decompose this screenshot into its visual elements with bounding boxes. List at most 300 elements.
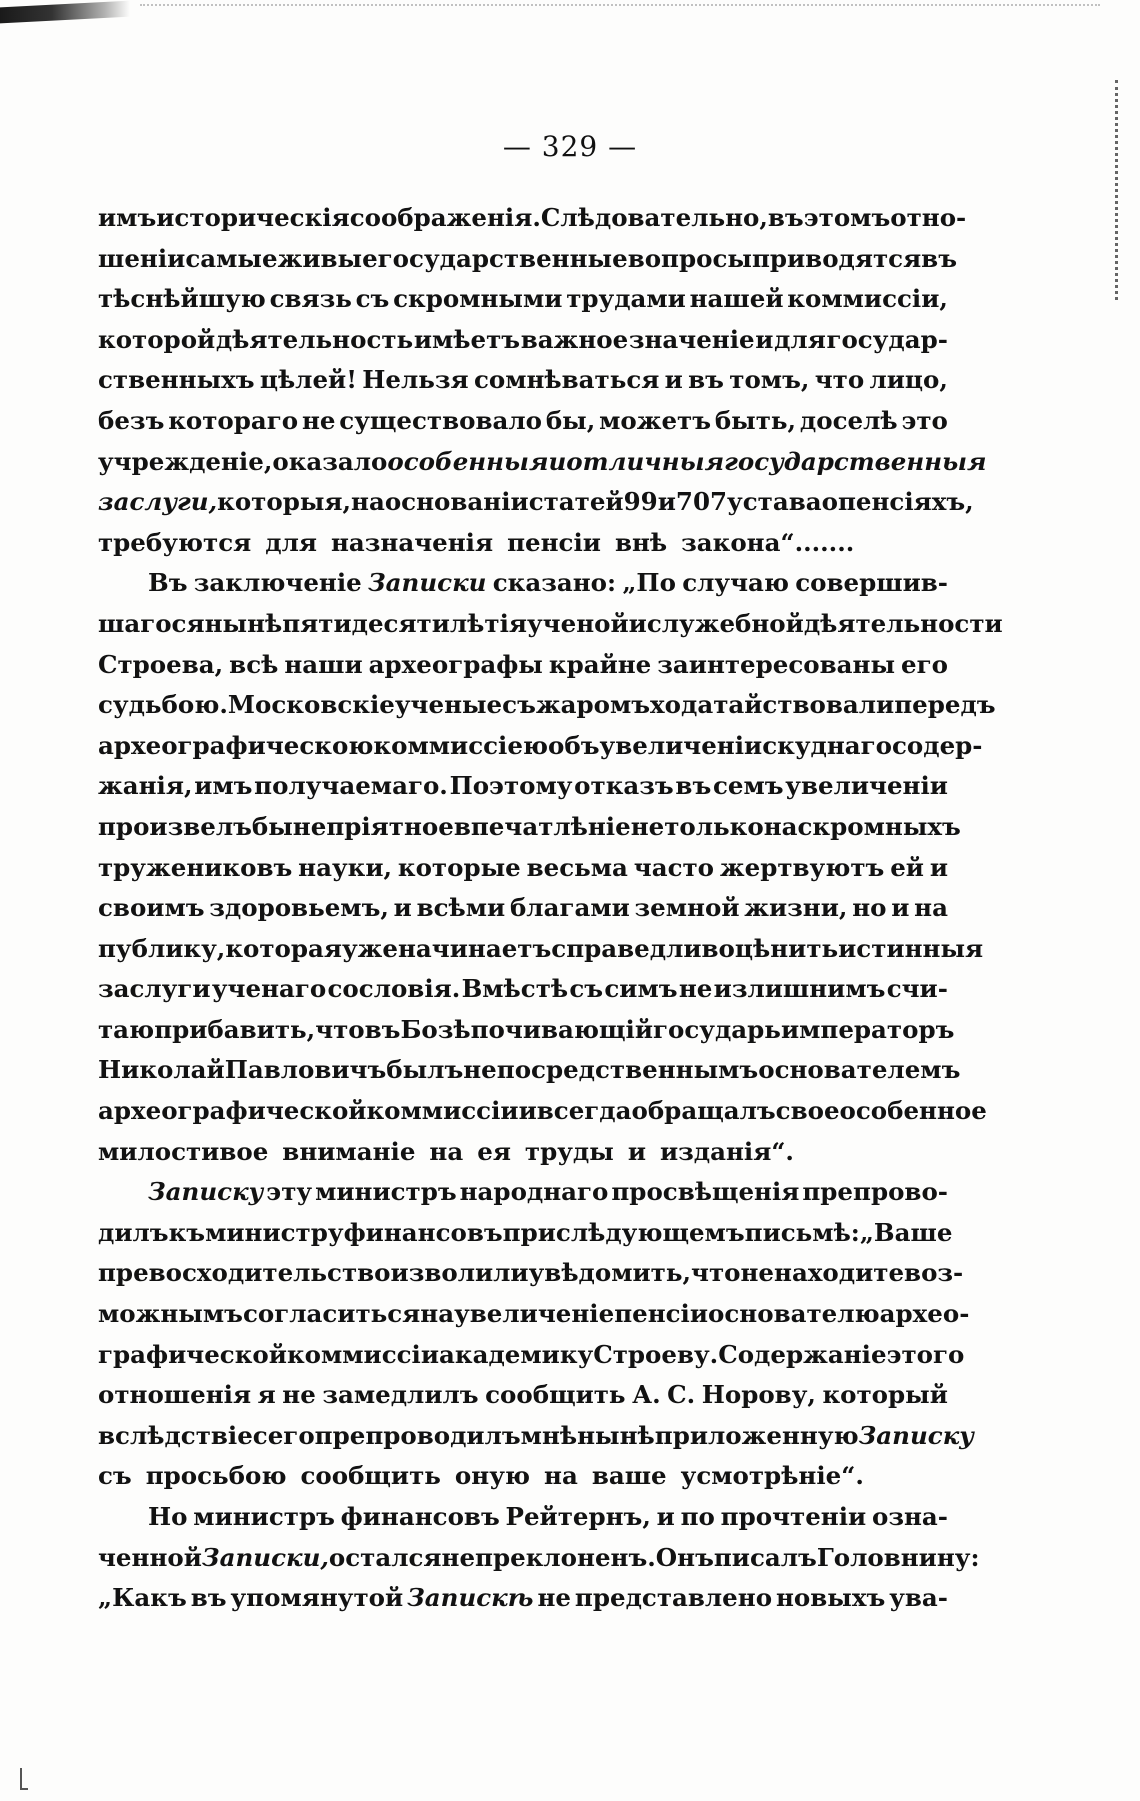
word: ува- — [889, 1583, 948, 1613]
word: имъ — [98, 203, 157, 232]
word: только — [664, 811, 764, 841]
word: соображенія. — [349, 203, 541, 232]
word: наши — [284, 649, 363, 679]
word: начинаетъ — [398, 933, 552, 963]
word: увеличеніи — [599, 730, 763, 760]
word: пенсіи — [507, 527, 601, 557]
word: основаніи — [384, 487, 529, 517]
word: упомянутой — [230, 1583, 404, 1613]
word: графической — [98, 1339, 287, 1369]
word: дѣятельности — [803, 608, 1003, 638]
word: самые — [185, 243, 278, 273]
text-line — [98, 1091, 987, 1132]
word: дѣятельность — [215, 324, 414, 354]
word: учрежденіе, — [98, 446, 273, 476]
word: доселѣ — [799, 405, 898, 435]
word: судьбою. — [98, 690, 228, 720]
text-line — [98, 198, 967, 239]
word: основателю — [708, 1299, 880, 1329]
word: пенсіяхъ, — [837, 487, 974, 517]
word: въ — [364, 1014, 401, 1044]
word: устава — [727, 487, 822, 517]
word: безъ — [98, 405, 165, 435]
word: превосходительство — [98, 1258, 391, 1288]
word: котораго — [168, 405, 299, 435]
word: скромныхъ — [797, 811, 961, 841]
word: отно- — [890, 203, 967, 232]
word: связь — [269, 284, 352, 314]
word: на — [429, 1136, 464, 1166]
word: не — [537, 1583, 571, 1613]
word: этого — [886, 1339, 965, 1369]
word: къ — [168, 1217, 206, 1247]
word: ходатайствовали — [650, 690, 895, 720]
word: произвелъ — [98, 811, 252, 841]
text-line — [98, 1416, 974, 1457]
word: существовало — [339, 405, 542, 435]
word: жаромъ — [535, 690, 651, 720]
word: жанія, — [98, 771, 193, 801]
word: Поэтому — [449, 771, 573, 801]
word: въ — [675, 771, 712, 801]
word: основателемъ — [758, 1055, 961, 1085]
word: жизни, — [744, 893, 848, 923]
word: А. — [632, 1380, 661, 1410]
word: прочтеніи — [720, 1502, 867, 1531]
word: воз- — [904, 1258, 964, 1288]
scan-right-edge — [1115, 80, 1124, 300]
word: своимъ — [98, 893, 205, 923]
word: оную — [454, 1461, 531, 1491]
word: ственныхъ — [98, 365, 255, 395]
word: государь — [653, 1014, 781, 1044]
word: Запискѣ — [407, 1583, 534, 1613]
word: земной — [634, 893, 740, 923]
text-line — [98, 239, 957, 280]
word: непріятное — [292, 811, 454, 841]
word: находите — [774, 1258, 905, 1288]
word: статей — [528, 487, 624, 517]
word: министръ — [193, 1502, 335, 1531]
text-line — [98, 969, 948, 1010]
word: томъ, — [729, 365, 810, 395]
text-line — [98, 766, 948, 807]
word: что — [814, 365, 865, 395]
word: которыя, — [217, 487, 352, 517]
word: просьбою — [145, 1461, 287, 1491]
word: нынѣ — [204, 608, 283, 638]
word: „По — [622, 568, 676, 598]
word: нынѣ — [577, 1420, 655, 1450]
word: Московскіе — [227, 690, 395, 720]
word: не — [678, 974, 713, 1004]
word: былъ — [386, 1055, 464, 1085]
word: почивающій — [470, 1014, 654, 1044]
word: сословія. — [327, 974, 461, 1004]
word: шеніи — [98, 243, 186, 273]
word: дилъ — [98, 1217, 169, 1247]
text-line — [98, 1538, 980, 1579]
word: скуднаго — [762, 730, 892, 760]
word: финансовъ — [340, 1502, 500, 1531]
word: служебной — [646, 608, 804, 638]
word: Нельзя — [362, 365, 469, 395]
word: требуются — [98, 527, 252, 557]
text-line — [98, 360, 948, 401]
word: милостивое — [98, 1136, 269, 1166]
word: императоръ — [780, 1014, 955, 1044]
word: эту — [266, 1177, 313, 1207]
word: въ — [767, 203, 804, 232]
word: передъ — [894, 690, 996, 720]
word: озна- — [871, 1502, 948, 1531]
word: сего — [252, 1420, 315, 1450]
word: и — [929, 852, 948, 882]
word: академику — [439, 1339, 594, 1369]
ink-smudge — [0, 1, 130, 24]
word: это — [901, 405, 948, 435]
word: Записки — [368, 568, 487, 598]
word: уже — [341, 933, 398, 963]
word: въ — [190, 1583, 227, 1613]
word: и — [628, 608, 647, 638]
word: сомнѣваться — [473, 365, 660, 395]
word: не — [301, 405, 336, 435]
word: совершив- — [795, 568, 948, 598]
word: которые — [397, 852, 521, 882]
word: письмѣ: — [744, 1217, 860, 1247]
word: Записку — [148, 1177, 264, 1207]
word: заинтересованы — [657, 649, 896, 679]
text-line — [98, 1253, 964, 1294]
word: государственные — [377, 243, 628, 273]
word: на — [763, 811, 798, 841]
word: изданія“. — [659, 1136, 794, 1166]
word: съ — [98, 1461, 132, 1491]
word: увѣдомить, — [528, 1258, 692, 1288]
word: обращалъ — [631, 1096, 776, 1126]
text-line — [98, 1213, 953, 1254]
word: вопросы — [627, 243, 752, 273]
word: С. — [667, 1380, 696, 1410]
word: оказало — [272, 446, 388, 476]
word: и — [755, 324, 774, 354]
word: препрово- — [802, 1177, 948, 1207]
word: съ — [569, 974, 604, 1004]
word: вниманіе — [282, 1136, 416, 1166]
word: ученые — [394, 690, 503, 720]
word: получаемаго. — [254, 771, 448, 801]
scan-top-edge — [0, 0, 1140, 26]
word: археографической — [98, 1096, 367, 1126]
word: прибавить, — [154, 1014, 316, 1044]
text-line — [98, 1172, 948, 1213]
word: и — [627, 1136, 646, 1166]
word: имъ — [194, 771, 253, 801]
page-number: — 329 — — [502, 130, 638, 163]
word: здоровьемъ, — [209, 893, 389, 923]
word: и — [548, 446, 567, 476]
word: на — [914, 893, 948, 923]
text-line — [98, 685, 996, 726]
word: просвѣщенія — [611, 1177, 800, 1207]
word: „Ваше — [859, 1217, 953, 1247]
word: крайне — [548, 649, 652, 679]
word: отличныя — [566, 446, 725, 476]
word: всегда — [536, 1096, 632, 1126]
word: ея — [477, 1136, 511, 1166]
word: Павловичъ — [224, 1055, 387, 1085]
word: лицо, — [869, 365, 948, 395]
word: коммиссіи, — [787, 284, 948, 314]
word: и — [664, 365, 683, 395]
word: увеличеніи — [785, 771, 948, 801]
text-line — [98, 279, 948, 320]
word: всѣ — [229, 649, 279, 679]
word: что — [315, 1014, 365, 1044]
word: Но — [148, 1502, 188, 1531]
text-line — [98, 1335, 965, 1376]
word: случаю — [682, 568, 789, 598]
word: не — [282, 1380, 316, 1410]
word: особенныя — [387, 446, 549, 476]
word: Вмѣстѣ — [461, 974, 569, 1004]
word: не — [630, 811, 665, 841]
word: 707 — [675, 487, 728, 517]
text-line — [98, 888, 948, 929]
word: Строеву. — [593, 1339, 719, 1369]
word: его — [901, 649, 948, 679]
word: усмотрѣніе“. — [680, 1461, 864, 1491]
word: счи- — [886, 974, 948, 1004]
word: что — [691, 1258, 741, 1288]
word: Строева, — [98, 649, 224, 679]
word: быть, — [714, 405, 797, 435]
word: министру — [205, 1217, 344, 1247]
scan-noise — [140, 4, 1100, 10]
word: объ — [548, 730, 600, 760]
text-line — [98, 442, 987, 483]
word: при — [502, 1217, 556, 1247]
word: Въ — [148, 568, 188, 598]
word: на — [351, 487, 385, 517]
word: о — [821, 487, 838, 517]
word: таю — [98, 1014, 155, 1044]
text-line — [98, 1375, 948, 1416]
word: цѣнить — [734, 933, 839, 963]
word: непосредственнымъ — [463, 1055, 759, 1085]
text-line — [98, 848, 948, 889]
word: изволили — [390, 1258, 529, 1288]
word: непреклоненъ. — [441, 1542, 656, 1572]
body-text — [98, 198, 1003, 1619]
word: увеличеніе — [454, 1299, 615, 1329]
word: остался — [328, 1542, 442, 1572]
word: впечатлѣніе — [453, 811, 631, 841]
word: согласиться — [242, 1299, 421, 1329]
word: пенсіи — [614, 1299, 709, 1329]
text-line — [98, 645, 948, 686]
word: заключеніе — [193, 568, 362, 598]
word: писалъ — [713, 1542, 817, 1572]
word: но — [852, 893, 887, 923]
word: свое — [775, 1096, 840, 1126]
text-line — [98, 1578, 948, 1619]
word: съ — [502, 690, 536, 720]
word: Норову, — [701, 1380, 816, 1410]
word: нашей — [689, 284, 784, 314]
word: сказано: — [492, 568, 617, 598]
text-line — [98, 807, 961, 848]
word: для — [265, 527, 317, 557]
word: имѣетъ — [413, 324, 521, 354]
word: отношенія — [98, 1380, 252, 1410]
word: отказъ — [574, 771, 674, 801]
word: и — [657, 487, 676, 517]
scan-corner-mark — [20, 1768, 28, 1790]
text-line — [98, 1132, 948, 1173]
text-line — [98, 604, 1003, 645]
word: весьма — [526, 852, 628, 882]
word: значеніе — [628, 324, 755, 354]
word: скромными — [393, 284, 563, 314]
word: публику, — [98, 933, 226, 963]
word: закона“....... — [681, 527, 855, 557]
word: бы — [251, 811, 293, 841]
text-line — [98, 726, 983, 767]
word: трудами — [566, 284, 686, 314]
word: который — [822, 1380, 948, 1410]
word: народнаго — [459, 1177, 609, 1207]
word: и — [393, 893, 412, 923]
word: которая — [225, 933, 342, 963]
word: коммиссіи — [286, 1339, 440, 1369]
word: семъ — [712, 771, 784, 801]
word: государ- — [826, 324, 948, 354]
word: шагося — [98, 608, 205, 638]
word: всѣми — [416, 893, 506, 923]
word: тружениковъ — [98, 852, 293, 882]
word: на — [544, 1461, 578, 1491]
word: Слѣдовательно, — [540, 203, 768, 232]
word: приводятся — [751, 243, 922, 273]
word: ученой — [527, 608, 629, 638]
text-line — [98, 482, 974, 523]
word: содер- — [892, 730, 983, 760]
word: труды — [524, 1136, 614, 1166]
text-line — [98, 523, 948, 564]
text-line — [98, 1497, 948, 1538]
word: „Какъ — [98, 1583, 187, 1613]
word: назначенія — [330, 527, 494, 557]
word: я — [257, 1380, 276, 1410]
word: министръ — [315, 1177, 457, 1207]
text-line — [98, 1456, 948, 1497]
word: ваше — [591, 1461, 667, 1491]
word: приложенную — [654, 1420, 859, 1450]
word: Записку — [858, 1420, 974, 1450]
word: жертвуютъ — [719, 852, 885, 882]
word: цѣлей! — [259, 365, 357, 395]
word: бы, — [545, 405, 596, 435]
word: истинныя — [838, 933, 984, 963]
word: представлено — [574, 1583, 773, 1613]
word: справедливо — [551, 933, 735, 963]
word: Рейтернъ, — [505, 1502, 651, 1531]
word: важное — [520, 324, 629, 354]
word: государственныя — [724, 446, 987, 476]
word: мнѣ — [520, 1420, 578, 1450]
word: вслѣдствіе — [98, 1420, 253, 1450]
word: тѣснѣйшую — [98, 284, 266, 314]
word: благами — [509, 893, 630, 923]
text-line — [98, 401, 948, 442]
word: археографическою — [98, 730, 374, 760]
word: финансовъ — [343, 1217, 503, 1247]
word: которой — [98, 324, 216, 354]
word: и — [656, 1502, 675, 1531]
word: археографы — [368, 649, 543, 679]
text-line — [98, 929, 984, 970]
word: заслуги, — [98, 487, 218, 517]
word: ученаго — [211, 974, 327, 1004]
word: на — [420, 1299, 455, 1329]
text-line — [98, 1050, 961, 1091]
word: Бозѣ — [400, 1014, 471, 1044]
word: коммиссіи — [366, 1096, 519, 1126]
word: слѣдующемъ — [555, 1217, 745, 1247]
word: симъ — [604, 974, 678, 1004]
word: для — [774, 324, 826, 354]
word: въ — [688, 365, 724, 395]
word: не — [740, 1258, 775, 1288]
word: науки, — [298, 852, 393, 882]
word: ченной — [98, 1542, 202, 1572]
word: можнымъ — [98, 1299, 243, 1329]
word: пятидесятилѣтія — [282, 608, 527, 638]
word: новыхъ — [776, 1583, 886, 1613]
word: историческія — [156, 203, 350, 232]
word: живые — [277, 243, 378, 273]
word: часто — [633, 852, 715, 882]
word: 99 — [623, 487, 658, 517]
text-line — [98, 320, 948, 361]
word: коммиссіею — [373, 730, 549, 760]
word: этомъ — [803, 203, 891, 232]
word: особенное — [839, 1096, 987, 1126]
word: можетъ — [599, 405, 712, 435]
word: Головнину: — [816, 1542, 980, 1572]
word: и — [518, 1096, 537, 1126]
word: Николай — [98, 1055, 225, 1085]
word: Записки, — [201, 1542, 329, 1572]
word: и — [891, 893, 910, 923]
word: по — [680, 1502, 715, 1531]
word: Содержаніе — [718, 1339, 887, 1369]
word: излишнимъ — [713, 974, 886, 1004]
word: съ — [355, 284, 390, 314]
text-line — [98, 1294, 970, 1335]
word: сообщить — [300, 1461, 441, 1491]
word: архео- — [879, 1299, 970, 1329]
word: препроводилъ — [314, 1420, 521, 1450]
word: ей — [890, 852, 924, 882]
text-line — [98, 563, 948, 604]
word: въ — [921, 243, 957, 273]
text-line — [98, 1010, 955, 1051]
word: замедлилъ — [322, 1380, 479, 1410]
word: заслуги — [98, 974, 211, 1004]
